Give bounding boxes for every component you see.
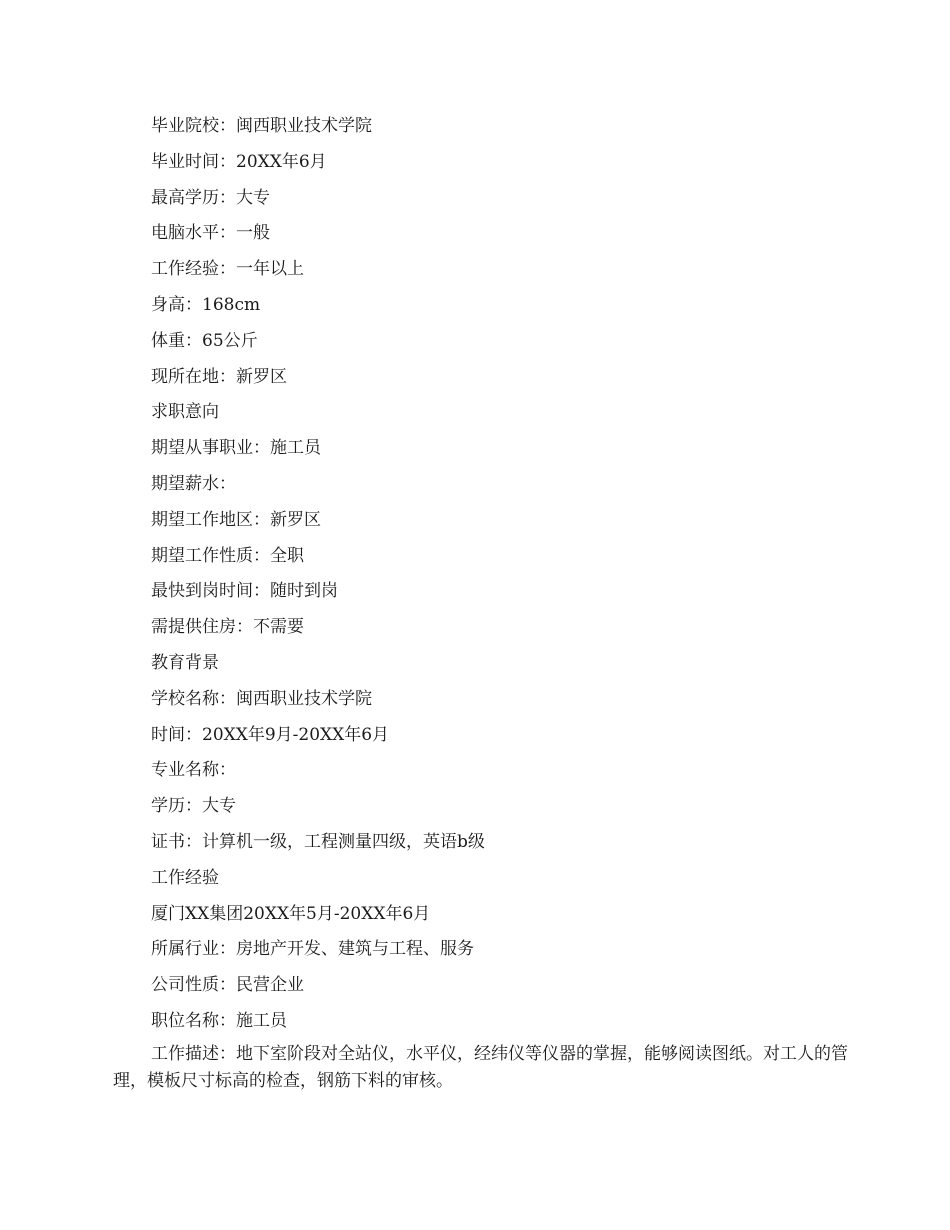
- highest-education: 最高学历：大专: [151, 187, 270, 208]
- major-name: 专业名称：: [151, 760, 236, 781]
- employer-and-period: 厦门XX集团20XX年5月-20XX年6月: [151, 903, 431, 924]
- company-type: 公司性质：民营企业: [151, 975, 304, 996]
- resume-lines: [151, 109, 851, 1040]
- education-period: 时间：20XX年9月-20XX年6月: [151, 724, 390, 745]
- earliest-start: 最快到岗时间：随时到岗: [151, 581, 338, 602]
- section-heading-job-intention: 求职意向: [151, 402, 219, 423]
- certificates: 证书：计算机一级，工程测量四级，英语b级: [151, 831, 485, 852]
- desired-salary: 期望薪水：: [151, 473, 236, 494]
- current-location: 现所在地：新罗区: [151, 366, 287, 387]
- desired-position: 期望从事职业：施工员: [151, 438, 321, 459]
- job-title: 职位名称：施工员: [151, 1010, 287, 1031]
- graduation-time: 毕业时间：20XX年6月: [151, 151, 327, 172]
- section-heading-work-experience: 工作经验: [151, 867, 219, 888]
- work-experience-years: 工作经验：一年以上: [151, 259, 304, 280]
- job-description: 工作描述：地下室阶段对全站仪，水平仪，经纬仪等仪器的掌握，能够阅读图纸。对工人的管理，模板尺寸标高的检查，钢筋下料的审核。: [113, 1044, 848, 1091]
- desired-work-area: 期望工作地区：新罗区: [151, 509, 321, 530]
- desired-job-type: 期望工作性质：全职: [151, 545, 304, 566]
- graduation-school: 毕业院校：闽西职业技术学院: [151, 116, 372, 136]
- section-heading-education: 教育背景: [151, 652, 219, 673]
- school-name: 学校名称：闽西职业技术学院: [151, 688, 372, 709]
- housing-needed: 需提供住房：不需要: [151, 617, 304, 638]
- height: 身高：168cm: [151, 294, 261, 315]
- industry: 所属行业：房地产开发、建筑与工程、服务: [151, 939, 474, 960]
- computer-level: 电脑水平：一般: [151, 223, 270, 244]
- weight: 体重：65公斤: [151, 330, 258, 351]
- education-degree: 学历：大专: [151, 796, 236, 817]
